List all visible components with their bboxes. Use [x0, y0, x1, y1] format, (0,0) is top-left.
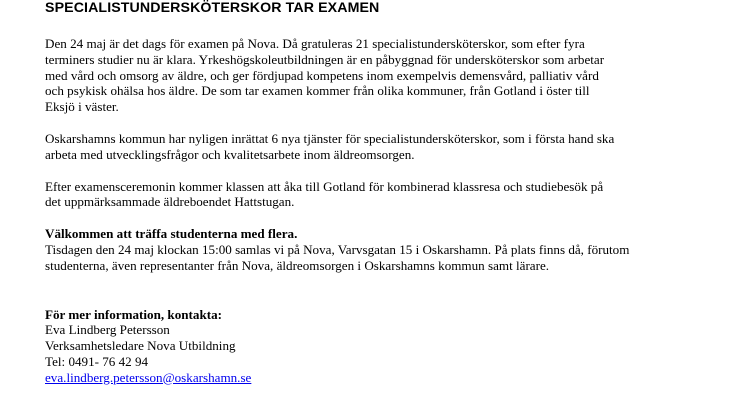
contact-role: Verksamhetsledare Nova Utbildning [45, 338, 236, 354]
contact-email-link[interactable]: eva.lindberg.petersson@oskarshamn.se [45, 369, 252, 385]
contact-block [45, 307, 735, 386]
welcome-heading: Välkommen att träffa studenterna med flera. [45, 226, 298, 242]
contact-heading: För mer information, kontakta: [45, 306, 222, 322]
text-line: arbeta med utvecklingsfrågor och kvalitetsarbete inom äldreomsorgen. [45, 146, 415, 162]
text-line: terminers studier nu är klara. Yrkeshögskoleutbildningen är en påbyggnad för undersköterskor som arbetar [45, 51, 605, 67]
contact-phone: Tel: 0491- 76 42 94 [45, 353, 149, 369]
text-line: det uppmärksammade äldreboendet Hattstugan. [45, 194, 295, 210]
paragraph-exam-announcement [45, 36, 735, 115]
paragraph-class-trip [45, 179, 735, 211]
document-page [45, 0, 735, 386]
text-line: Den 24 maj är det dags för examen på Nova. Då gratuleras 21 specialistundersköterskor, som efter fyra [45, 36, 585, 51]
contact-name: Eva Lindberg Petersson [45, 322, 170, 338]
text-line: Oskarshamns kommun har nyligen inrättat 6 nya tjänster för specialistundersköterskor, som i första hand ska [45, 130, 615, 146]
paragraph-new-positions [45, 131, 735, 163]
document-title: SPECIALISTUNDERSKÖTERSKOR TAR EXAMEN [45, 0, 380, 16]
text-line: Efter examensceremonin kommer klassen att åka till Gotland för kombinerad klassresa och studiebesök på [45, 178, 604, 194]
text-line: Tisdagen den 24 maj klockan 15:00 samlas vi på Nova, Varvsgatan 15 i Oskarshamn. På plats finns då, förutom [45, 241, 630, 257]
text-line: och psykisk ohälsa hos äldre. De som tar examen kommer från olika kommuner, från Gotland i öster till [45, 83, 590, 99]
text-line: med vård och omsorg av äldre, och ger fördjupad kompetens inom exempelvis demensvård, palliativ vård [45, 67, 599, 83]
text-line: studenterna, även representanter från Nova, äldreomsorgen i Oskarshamns kommun samt lärare. [45, 257, 550, 273]
text-line: Eksjö i väster. [45, 99, 119, 115]
paragraph-welcome [45, 226, 735, 273]
